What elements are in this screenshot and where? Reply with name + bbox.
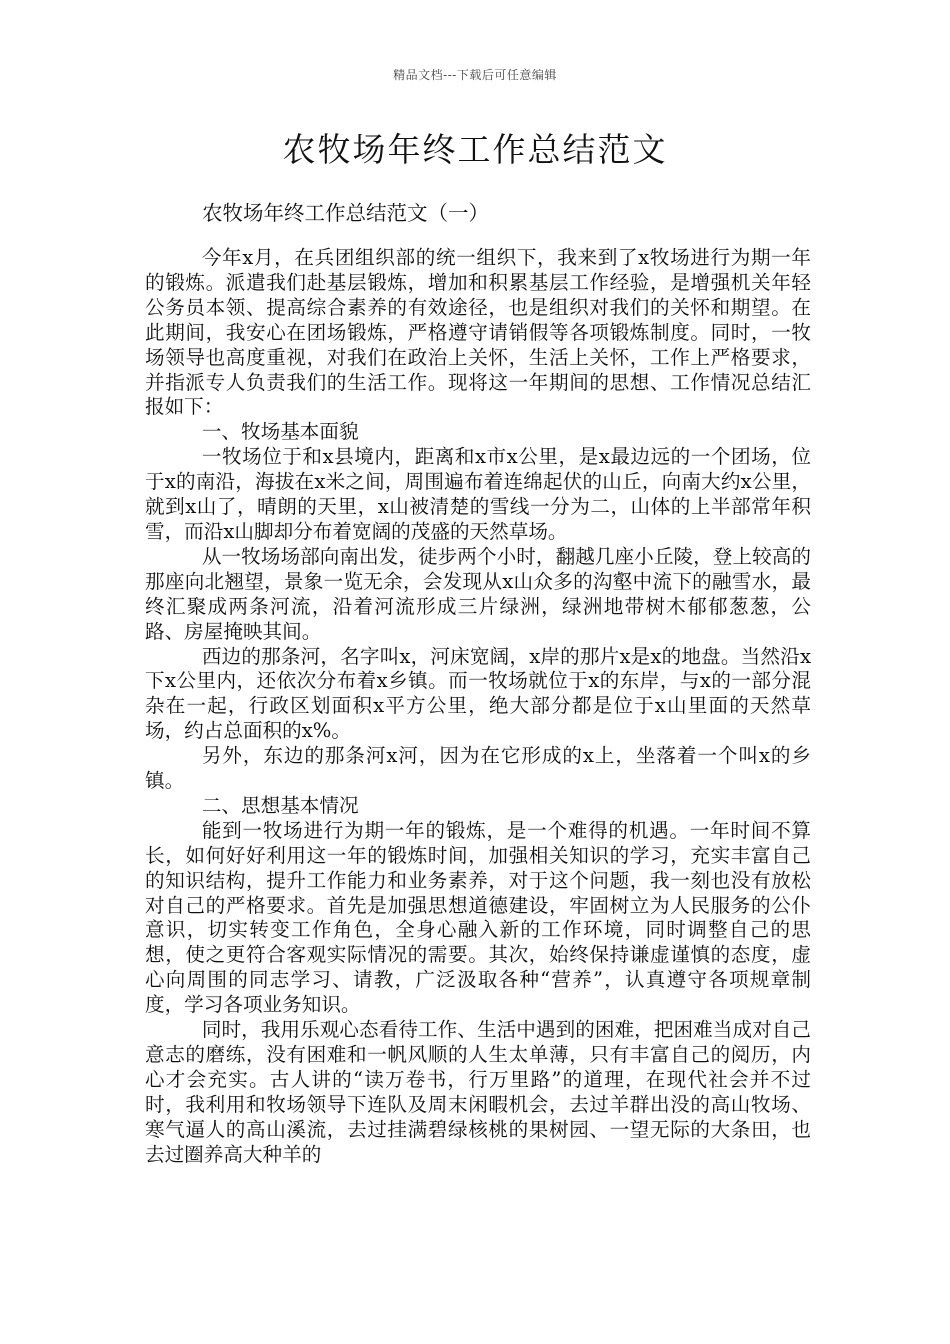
- document-body: [145, 246, 811, 1168]
- document-subtitle: 农牧场年终工作总结范文（一）: [202, 201, 489, 225]
- paragraph-east-river: 另外，东边的那条河x河，因为在它形成的x上，坐落着一个叫x的乡镇。: [145, 744, 811, 793]
- paragraph-location: 一牧场位于和x县境内，距离和x市x公里，是x最边远的一个团场，位于x的南沿，海拔在x米之间，周围遍布着连绵起伏的山丘，向南大约x公里，就到x山了，晴朗的天里，x山被清楚的雪线一分为二，山体的上半部常年积雪，而沿x山脚却分布着宽阔的茂盛的天然草场。: [145, 445, 811, 543]
- header-note: 精品文档---下载后可任意编辑: [393, 68, 557, 82]
- paragraph-thought: 能到一牧场进行为期一年的锻炼，是一个难得的机遇。一年时间不算长，如何好好利用这一年的锻炼时间，加强相关知识的学习，充实丰富自己的知识结构，提升工作能力和业务素养，对于这个问题，我一刻也没有放松对自己的严格要求。首先是加强思想道德建设，牢固树立为人民服务的公仆意识，切实转变工作角色，全身心融入新的工作环境，同时调整自己的思想，使之更符合客观实际情况的需要。其次，始终保持谦虚谨慎的态度，虚心向周围的同志学习、请教，广泛汲取各种“营养”，认真遵守各项规章制度，学习各项业务知识。: [145, 818, 811, 1017]
- section-heading-2: 二、思想基本情况: [201, 793, 359, 817]
- paragraph-attitude: 同时，我用乐观心态看待工作、生活中遇到的困难，把困难当成对自己意志的磨练，没有困难和一帆风顺的人生太单薄，只有丰富自己的阅历，内心才会充实。古人讲的“读万卷书，行万里路”的道理，在现代社会并不过时，我利用和牧场领导下连队及周末闲暇机会，去过羊群出没的高山牧场、寒气逼人的高山溪流，去过挂满碧绿核桃的果树园、一望无际的大条田，也去过圈养高大种羊的: [145, 1018, 811, 1166]
- paragraph-west-river: 西边的那条河，名字叫x，河床宽阔，x岸的那片x是x的地盘。当然沿x下x公里内，还依次分布着x乡镇。而一牧场就位于x的东岸，与x的一部分混杂在一起，行政区划面积x平方公里，绝大部分都是位于x山里面的天然草场，约占总面积的x%。: [145, 644, 811, 743]
- section-heading-1: 一、牧场基本面貌: [201, 420, 359, 444]
- paragraph-view: 从一牧场场部向南出发，徒步两个小时，翻越几座小丘陵，登上较高的那座向北翘望，景象一览无余，会发现从x山众多的沟壑中流下的融雪水，最终汇聚成两条河流，沿着河流形成三片绿洲，绿洲地带树木郁郁葱葱，公路、房屋掩映其间。: [145, 544, 811, 643]
- paragraph-intro: 今年x月，在兵团组织部的统一组织下，我来到了x牧场进行为期一年的锻炼。派遣我们赴基层锻炼，增加和积累基层工作经验，是增强机关年轻公务员本领、提高综合素养的有效途径，也是组织对我们的关怀和期望。在此期间，我安心在团场锻炼，严格遵守请销假等各项锻炼制度。同时，一牧场领导也高度重视，对我们在政治上关怀，生活上关怀，工作上严格要求，并指派专人负责我们的生活工作。现将这一年期间的思想、工作情况总结汇报如下：: [145, 246, 811, 419]
- document-title: 农牧场年终工作总结范文: [282, 130, 668, 169]
